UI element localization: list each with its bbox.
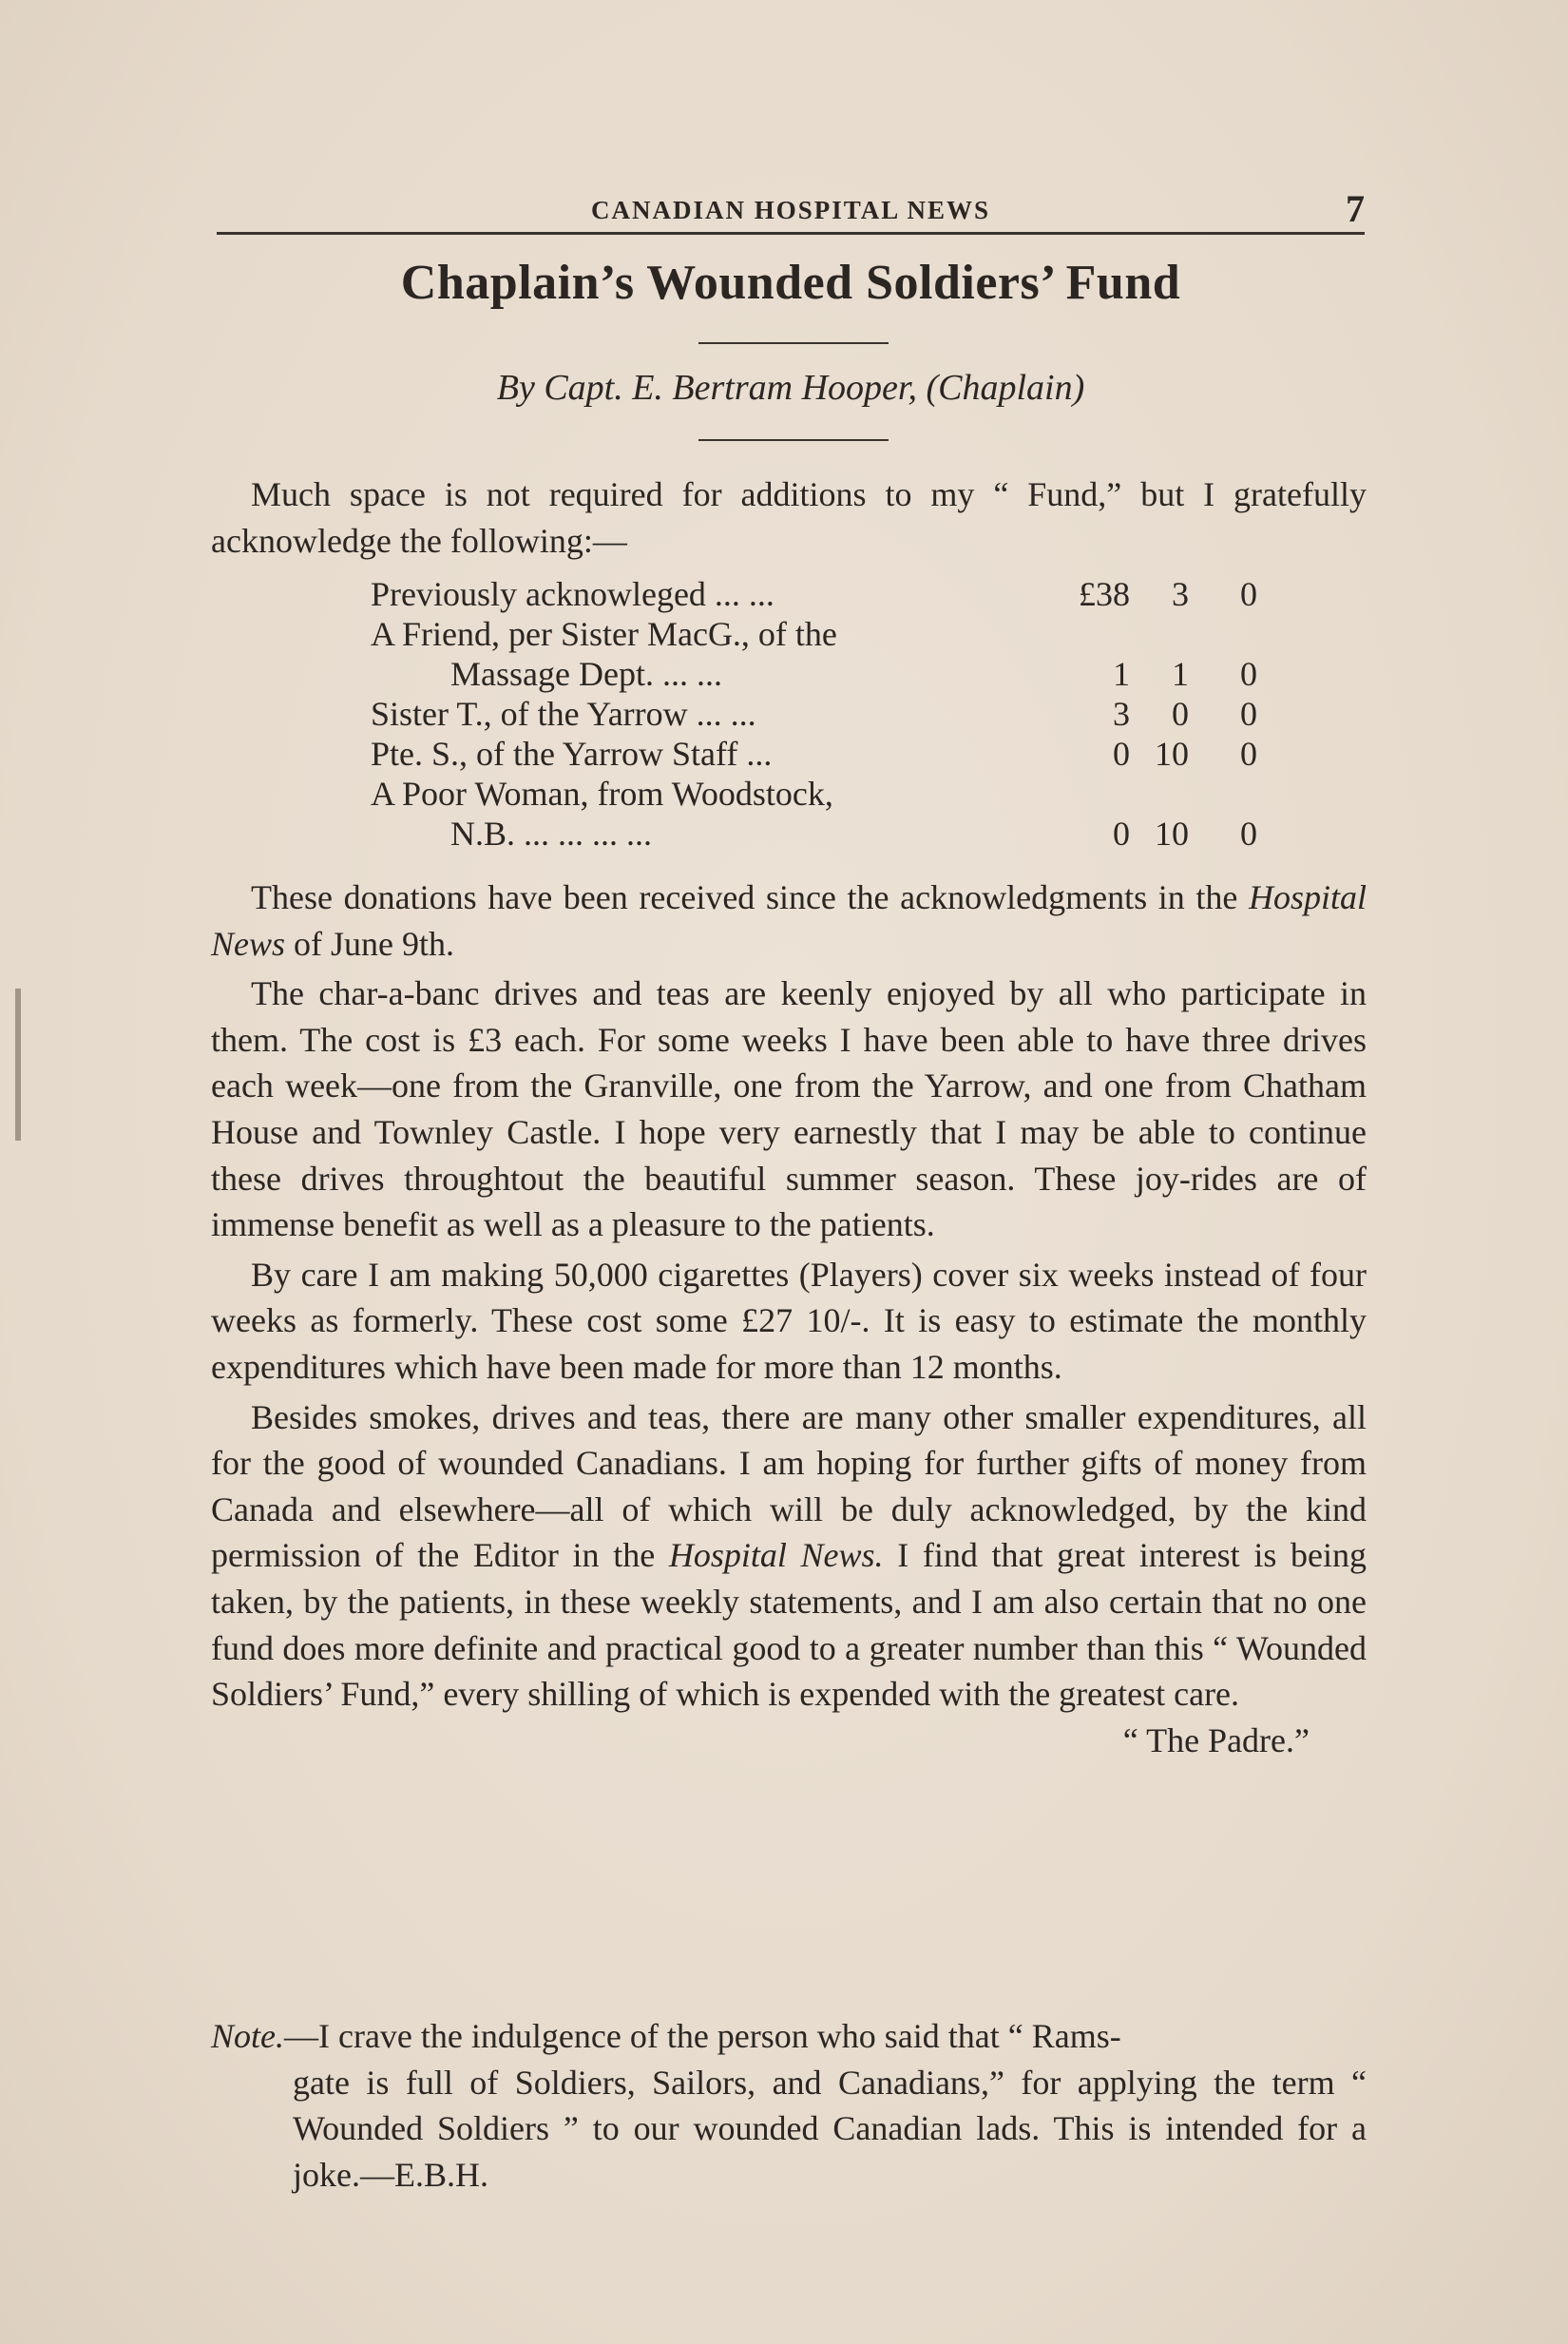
donor-name: Pte. S., of the Yarrow Staff ... [371,735,773,773]
amount-shillings: 1 [1172,655,1189,693]
text-run: Besides smokes, drives and teas, there are many other smaller expenditures, all for the good of wounded Canadians. I am hoping for further gifts of money from Canada and elsewhere—all of which will be duly acknowledged, by the kind permission of the Editor in the [211,1397,1367,1575]
byline-rule [698,439,889,441]
amount-pounds: 1 [1113,655,1130,693]
byline: By Capt. E. Bertram Hooper, (Chaplain) [496,368,1085,408]
amount-pence: 0 [1240,575,1257,613]
amount-pence [1189,614,1257,654]
amount-shillings: 0 [1172,695,1189,733]
donation-row [371,734,1257,774]
note-label: Note. [211,2017,284,2055]
publication-name: Hospital News [211,878,1367,963]
amount-shillings: 10 [1155,735,1189,773]
amount-pounds: £38 [1079,575,1130,613]
page-number: 7 [1346,187,1365,230]
signature: “ The Padre.” [1122,1720,1310,1759]
amount-pence: 0 [1240,655,1257,693]
donor-name: Massage Dept. ... ... [450,655,722,693]
donor-name: Previously acknowleged ... ... [371,575,774,613]
donations-table [371,574,1257,854]
header-rule [217,232,1365,235]
publication-name: Hospital News. [668,1536,884,1575]
amount-pounds [1044,774,1130,814]
text-run: of June 9th. [285,924,454,963]
article-body [211,874,1367,1763]
donor-name: N.B. ... ... ... ... [450,815,653,853]
amount-pence: 0 [1240,695,1257,733]
paragraph-expenditures [211,1394,1367,1718]
text-run: These donations have been received since the acknowledgments in the [251,878,1249,916]
amount-shillings [1130,614,1189,654]
donor-name: A Poor Woman, from Woodstock, [371,775,833,813]
running-header [217,187,1365,234]
running-title: CANADIAN HOSPITAL NEWS [590,196,991,224]
donation-row [371,694,1257,734]
donation-row [371,814,1257,854]
donation-row [371,654,1257,694]
title-rule [698,342,889,344]
paragraph-drives: The char-a-banc drives and teas are keenly enjoyed by all who participate in them. The cost is £3 each. For some weeks I have been able to have three drives each week—one from the Granville, one from the Yarrow, and one from Chatham House and Townley Castle. I hope very earnestly that I may be able to continue these drives throughtout the beautiful summer season. These joy-rides are of immense benefit as well as a pleasure to the patients. [211,974,1367,1244]
amount-pence [1189,774,1257,814]
amount-pounds: 0 [1113,815,1130,853]
donation-row [371,574,1257,614]
article-title: Chaplain’s Wounded Soldiers’ Fund [400,256,1181,310]
donor-name: A Friend, per Sister MacG., of the [371,615,837,653]
intro-block [211,471,1367,564]
text-run: I find that great interest is being taken, by the patients, in these weekly statements, and I am also certain that no one fund does more definite and practical good to a greater number than this “ Wounded Soldiers’ Fund,” every shilling of which is expended with the greatest care. [211,1536,1367,1714]
intro-paragraph: Much space is not required for additions to my “ Fund,” but I gratefully acknowledge the following:— [211,475,1367,560]
note-continuation: gate is full of Soldiers, Sailors, and Canadians,” for applying the term “ Wounded Soldiers ” to our wounded Canadian lads. This is intended for a joke.—E.B.H. [293,2063,1367,2194]
donor-name: Sister T., of the Yarrow ... ... [371,695,756,733]
text-run: —I crave the indulgence of the person who said that “ Rams- [284,2017,1121,2055]
paragraph-cigarettes: By care I am making 50,000 cigarettes (Players) cover six weeks instead of four weeks as formerly. These cost some £27 10/-. It is easy to estimate the monthly expenditures which have been made for more than 12 months. [211,1255,1367,1386]
amount-pounds: 3 [1113,695,1130,733]
amount-shillings: 3 [1172,575,1189,613]
note [211,2013,1367,2198]
amount-pence: 0 [1240,735,1257,773]
amount-pounds: 0 [1113,735,1130,773]
donation-row [371,614,1257,654]
amount-pence: 0 [1240,815,1257,853]
amount-shillings [1130,774,1189,814]
margin-mark [15,989,21,1141]
amount-shillings: 10 [1155,815,1189,853]
amount-pounds [1044,614,1130,654]
donation-row [371,774,1257,814]
note-first-line [211,2013,1367,2060]
paragraph-donations-received [211,874,1367,967]
